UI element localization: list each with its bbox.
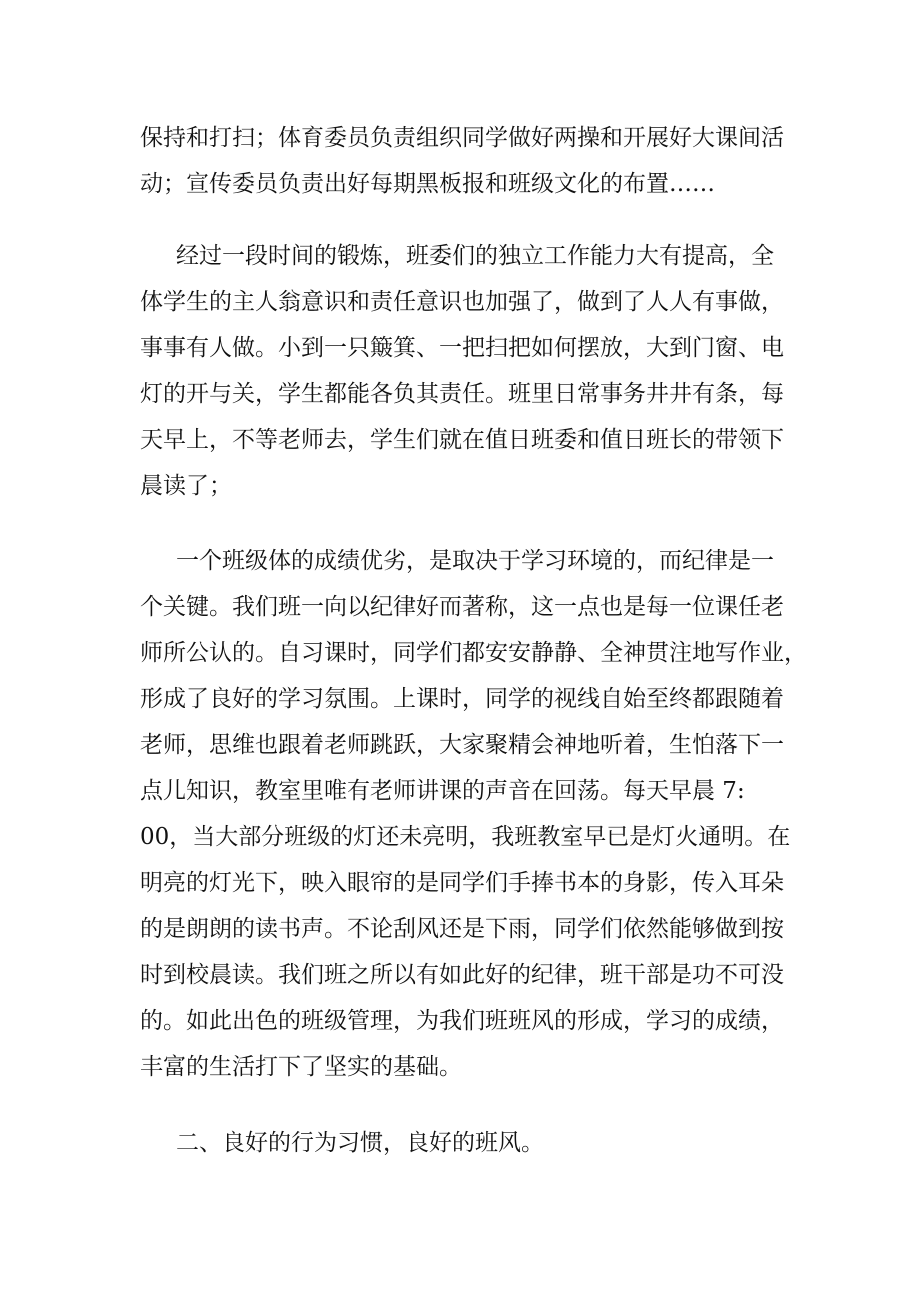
- text-line: 一个班级体的成绩优劣，是取决于学习环境的，而纪律是一: [176, 548, 774, 574]
- text-line: 师所公认的。自习课时，同学们都安安静静、全神贯注地写作业，: [140, 640, 807, 666]
- text-line: 的。如此出色的班级管理，为我们班班风的形成，学习的成绩，: [140, 1008, 784, 1034]
- text-line: 灯的开与关，学生都能各负其责任。班里日常事务井井有条，每: [140, 381, 784, 407]
- text-line: 点儿知识，教室里唯有老师讲课的声音在回荡。每天早晨 7:: [140, 778, 745, 804]
- text-line: 老师，思维也跟着老师跳跃，大家聚精会神地听着，生怕落下一: [140, 732, 784, 758]
- text-line: 的是朗朗的读书声。不论刮风还是下雨，同学们依然能够做到按: [140, 916, 784, 942]
- text-line: 动；宣传委员负责出好每期黑板报和班级文化的布置……: [140, 171, 715, 197]
- text-line: 事事有人做。小到一只簸箕、一把扫把如何摆放，大到门窗、电: [140, 335, 784, 361]
- text-line: 天早上，不等老师去，学生们就在值日班委和值日班长的带领下: [140, 427, 784, 453]
- text-line: 个关键。我们班一向以纪律好而著称，这一点也是每一位课任老: [140, 594, 784, 620]
- text-line: 00，当大部分班级的灯还未亮明，我班教室早已是灯火通明。在: [140, 824, 791, 850]
- text-line: 时到校晨读。我们班之所以有如此好的纪律，班干部是功不可没: [140, 962, 784, 988]
- text-line: 形成了良好的学习氛围。上课时，同学的视线自始至终都跟随着: [140, 686, 784, 712]
- text-line: 晨读了；: [140, 473, 232, 499]
- text-line: 经过一段时间的锻炼，班委们的独立工作能力大有提高，全: [176, 243, 774, 269]
- text-line: 保持和打扫；体育委员负责组织同学做好两操和开展好大课间活: [140, 125, 784, 151]
- section-heading: 二、良好的行为习惯，良好的班风。: [176, 1130, 544, 1156]
- text-line: 明亮的灯光下，映入眼帘的是同学们手捧书本的身影，传入耳朵: [140, 870, 784, 896]
- text-line: 丰富的生活打下了坚实的基础。: [140, 1054, 462, 1080]
- text-line: 体学生的主人翁意识和责任意识也加强了，做到了人人有事做，: [140, 289, 784, 315]
